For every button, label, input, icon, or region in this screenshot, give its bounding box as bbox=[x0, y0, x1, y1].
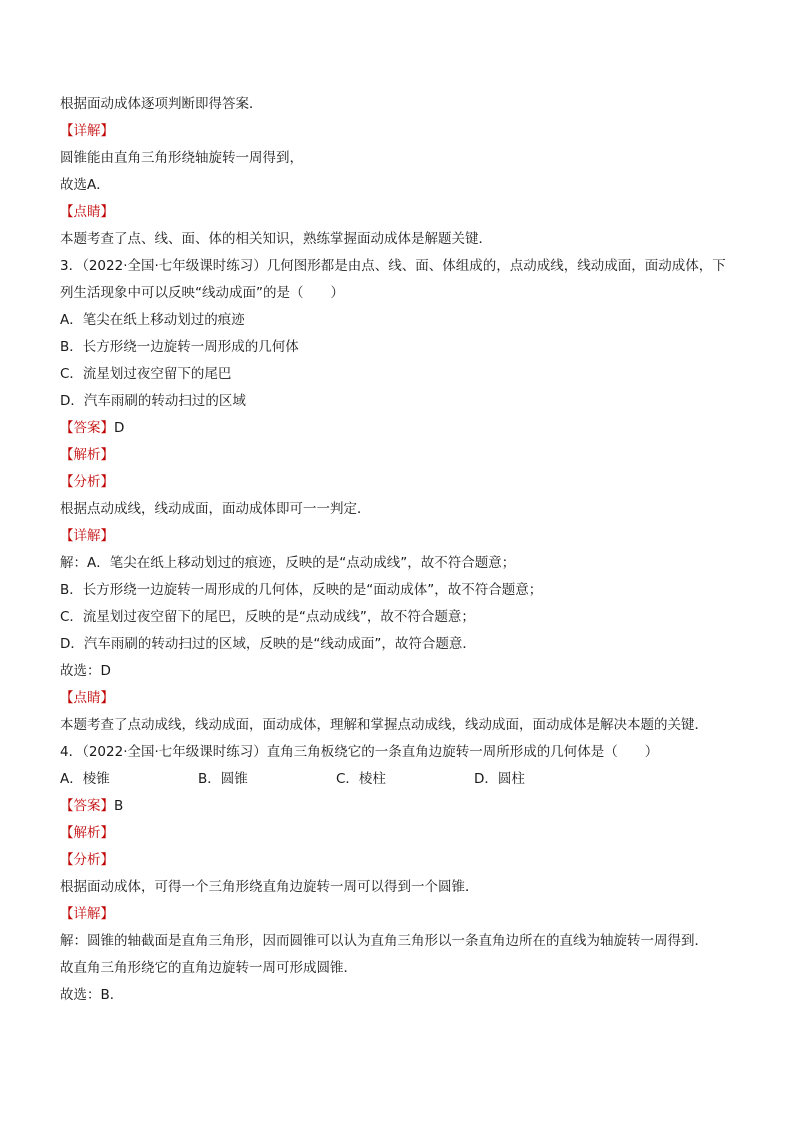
answer-line bbox=[60, 418, 754, 438]
question-3-stem-cont: 列生活现象中可以反映“线动成面”的是（ ） bbox=[60, 285, 344, 301]
text-line: 解：圆锥的轴截面是直角三角形，因而圆锥可以认为直角三角形以一条直角边所在的直线为轴旋转一周得到． bbox=[60, 933, 708, 949]
option-c: C．棱柱 bbox=[336, 771, 386, 787]
option-a: A．笔尖在纸上移动划过的痕迹 bbox=[60, 312, 245, 328]
section-tag-answer: 【答案】 bbox=[60, 798, 114, 814]
section-tag-analysis: 【解析】 bbox=[60, 825, 114, 841]
text-line: 根据面动成体，可得一个三角形绕直角边旋转一周可以得到一个圆锥． bbox=[60, 879, 479, 895]
text-line: 故选：B． bbox=[60, 987, 124, 1003]
option-d: D．圆柱 bbox=[474, 771, 525, 787]
section-tag-detail: 【详解】 bbox=[60, 123, 114, 139]
section-tag-answer: 【答案】 bbox=[60, 420, 114, 436]
option-c: C．流星划过夜空留下的尾巴 bbox=[60, 366, 232, 382]
text-line: 本题考查了点动成线，线动成面，面动成体，理解和掌握点动成线，线动成面，面动成体是解决本题的关键． bbox=[60, 717, 708, 733]
text-line: B．长方形绕一边旋转一周形成的几何体，反映的是“面动成体”，故不符合题意； bbox=[60, 582, 543, 598]
answer-line bbox=[60, 796, 754, 816]
text-line: 本题考查了点、线、面、体的相关知识，熟练掌握面动成体是解题关键． bbox=[60, 231, 492, 247]
section-tag-analysis: 【解析】 bbox=[60, 447, 114, 463]
section-tag-detail: 【详解】 bbox=[60, 906, 114, 922]
section-tag-reasoning: 【分析】 bbox=[60, 474, 114, 490]
answer-value: B bbox=[114, 798, 124, 814]
section-tag-comment: 【点睛】 bbox=[60, 204, 114, 220]
text-line: 故直角三角形绕它的直角边旋转一周可形成圆锥． bbox=[60, 960, 357, 976]
text-line: 圆锥能由直角三角形绕轴旋转一周得到， bbox=[60, 150, 303, 166]
option-d: D．汽车雨刷的转动扫过的区域 bbox=[60, 393, 246, 409]
question-4-options bbox=[60, 769, 754, 789]
section-tag-reasoning: 【分析】 bbox=[60, 852, 114, 868]
option-a: A．棱锥 bbox=[60, 771, 110, 787]
option-b: B．圆锥 bbox=[198, 771, 248, 787]
text-line: C．流星划过夜空留下的尾巴，反映的是“点动成线”，故不符合题意； bbox=[60, 609, 475, 625]
option-b: B．长方形绕一边旋转一周形成的几何体 bbox=[60, 339, 299, 355]
text-line: 解：A．笔尖在纸上移动划过的痕迹，反映的是“点动成线”，故不符合题意； bbox=[60, 555, 516, 571]
text-line: 根据点动成线，线动成面，面动成体即可一一判定． bbox=[60, 501, 371, 517]
answer-value: D bbox=[114, 420, 125, 436]
text-line: 根据面动成体逐项判断即得答案． bbox=[60, 96, 263, 112]
question-4-stem: 4．（2022·全国·七年级课时练习）直角三角板绕它的一条直角边旋转一周所形成的几何体是（ ） bbox=[60, 744, 659, 760]
text-line: D．汽车雨刷的转动扫过的区域，反映的是“线动成面”，故符合题意． bbox=[60, 636, 476, 652]
text-line: 故选：D bbox=[60, 663, 111, 679]
section-tag-comment: 【点睛】 bbox=[60, 690, 114, 706]
question-3-stem: 3．（2022·全国·七年级课时练习）几何图形都是由点、线、面、体组成的，点动成线，线动成面，面动成体，下 bbox=[60, 258, 726, 274]
text-line: 故选A． bbox=[60, 177, 110, 193]
section-tag-detail: 【详解】 bbox=[60, 528, 114, 544]
